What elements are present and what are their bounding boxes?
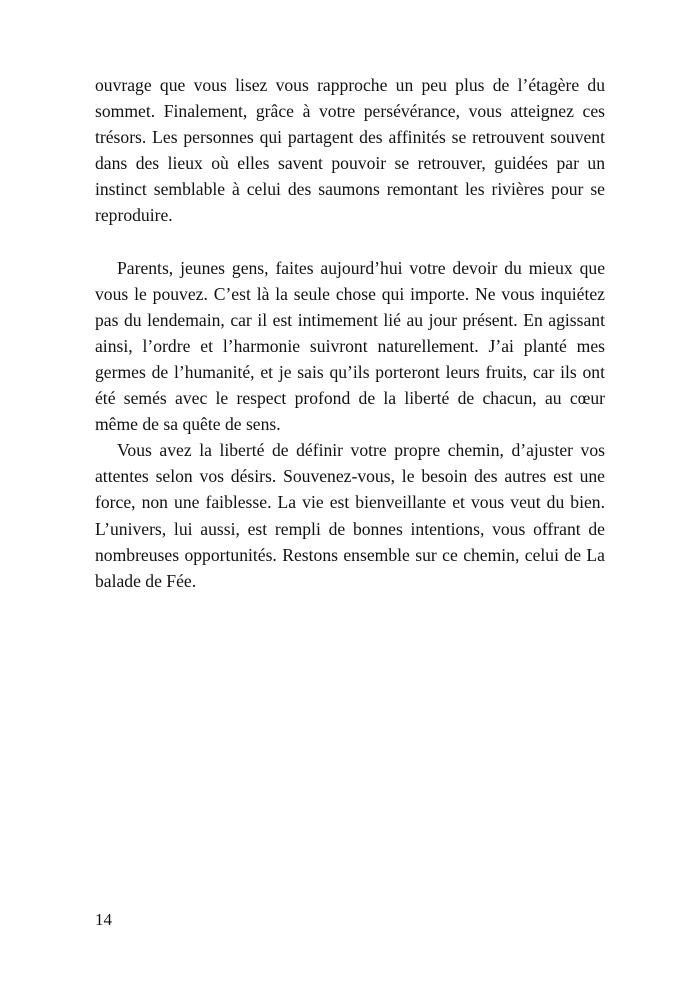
body-text [95,72,605,594]
paragraph-parents: Parents, jeunes gens, faites aujourd’hui votre devoir du mieux que vous le pouvez. C’est là la seule chose qui importe. Ne vous inquiétez pas du lendemain, car il est intimement lié au jour présent. En agissant ainsi, l’ordre et l’harmonie suivront naturellement. J’ai planté mes germes de l’humanité, et je sais qu’ils porteront leurs fruits, car ils ont été semés avec le respect profond de la liberté de chacun, au cœur même de sa quête de sens. [95,257,605,435]
paragraph-continuation: ouvrage que vous lisez vous rapproche un peu plus de l’étagère du sommet. Finalement, grâce à votre persévérance, vous atteignez ces trésors. Les personnes qui partagent des affinités se retrouvent souvent dans des lieux où elles savent pouvoir se retrouver, guidées par un instinct semblable à celui des saumons remontant les rivières pour se reproduire. [95,75,605,226]
page-number: 14 [95,910,112,929]
paragraph-liberte: Vous avez la liberté de définir votre propre chemin, d’ajuster vos attentes selon vos désirs. Souvenez-vous, le besoin des autres est une force, non une faiblesse. La vie est bienveillante et vous veut du bien. L’univers, lui aussi, est rempli de bonnes intentions, vous offrant de nombreuses opportunités. Restons ensemble sur ce chemin, celui de La balade de Fée. [95,440,605,591]
